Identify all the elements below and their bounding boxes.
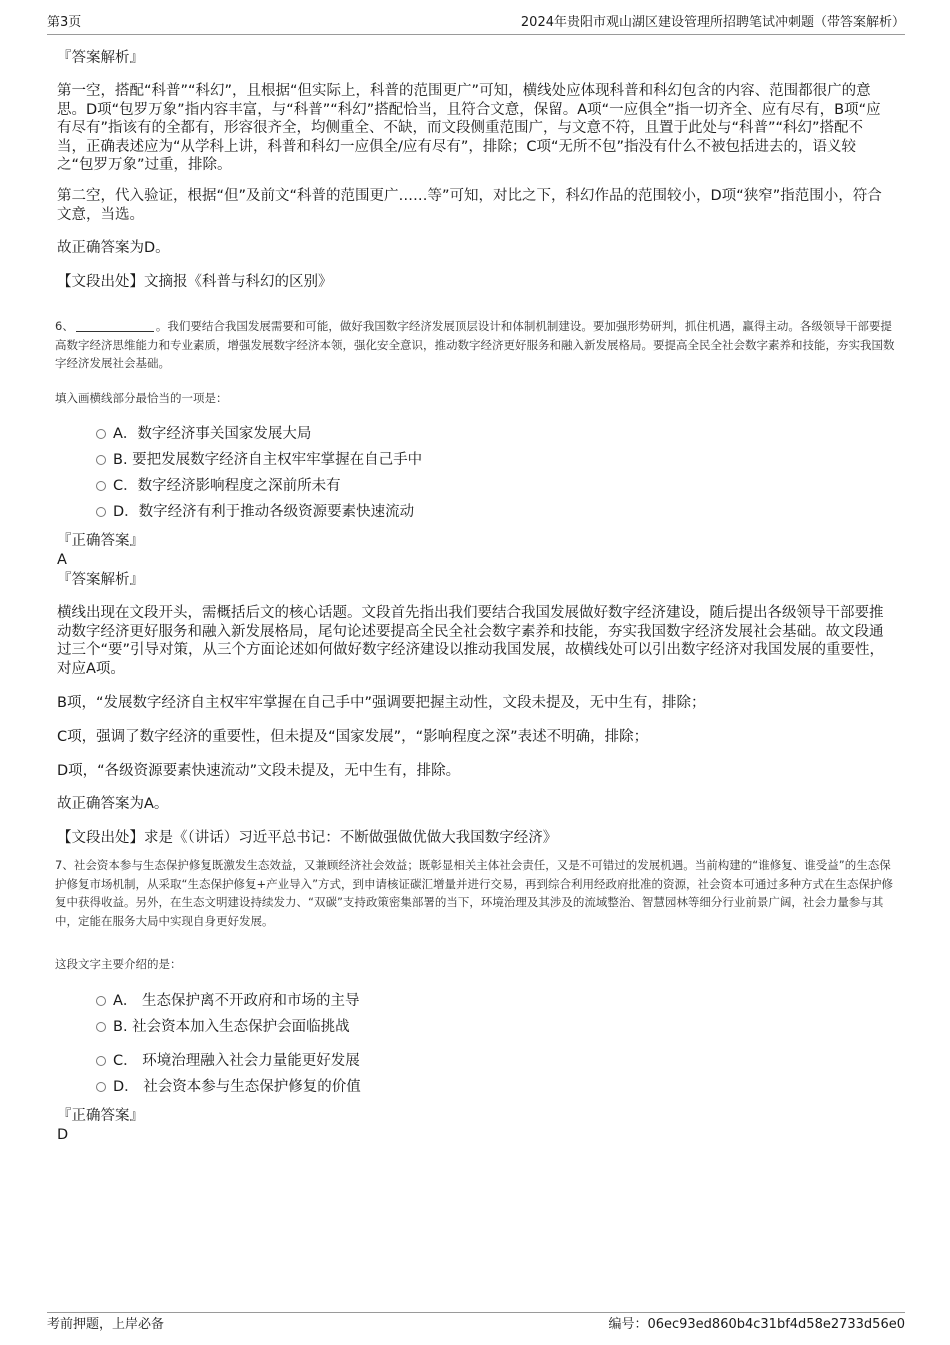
- option-label: C．数字经济影响程度之深前所未有: [113, 478, 341, 494]
- analysis-paragraph: B项，“发展数字经济自主权牢牢掌握在自己手中”强调要把握主动性，文段未提及，无中生有，排除；: [57, 695, 706, 711]
- document-code: [608, 1315, 905, 1335]
- option-c[interactable]: [96, 1051, 360, 1071]
- source-citation: 【文段出处】文摘报《科普与科幻的区别》: [57, 274, 333, 290]
- analysis-paragraph: 第二空，代入验证，根据“但”及前文“科普的范围更广……等”可知，对比之下，科幻作品的范围较小，D项“狭窄”指范围小，符合文意，当选。: [57, 188, 882, 223]
- option-label: B. 社会资本加入生态保护会面临挑战: [113, 1019, 350, 1035]
- option-label: A． 生态保护离不开政府和市场的主导: [113, 993, 360, 1009]
- option-a[interactable]: [96, 424, 311, 444]
- fill-blank: [76, 319, 154, 332]
- source-citation: 【文段出处】求是《（讲话）习近平总书记：不断做强做优做大我国数字经济》: [57, 830, 558, 846]
- question-stem: 7、社会资本参与生态保护修复既激发生态效益，又兼顾经济社会效益；既彰显相关主体社会责任，又是不可错过的发展机遇。当前构建的“谁修复、谁受益”的生态保护修复市场机制，从采取“生态保护修复+产业导入”方式，到申请核证碳汇增量并进行交易，再到综合利用经政府批准的资源，社会资本可通过多种方式在生态保护修复中获得收益。另外，在生态文明建设持续发力、“双碳”支持政策密集部署的当下，环境治理及其涉及的流域整治、智慧园林等细分行业前景广阔，社会力量参与其中，定能在服务大局中实现自身更好发展。: [55, 858, 894, 928]
- question-text: 。我们要结合我国发展需要和可能，做好我国数字经济发展顶层设计和体制机制建设。要加强形势研判，抓住机遇，赢得主动。各级领导干部要提高数字经济思维能力和专业素质，增强发展数字经济本领，强化安全意识，推动数字经济更好服务和融入新发展格局。要提高全民全社会数字素养和技能，夯实我国数字经济发展社会基础。: [55, 319, 895, 370]
- option-a[interactable]: [96, 991, 360, 1011]
- option-c[interactable]: [96, 476, 341, 496]
- analysis-label: 『答案解析』: [57, 50, 144, 66]
- answer-conclusion: 故正确答案为A。: [57, 796, 169, 812]
- correct-answer-label: 『正确答案』: [57, 533, 144, 549]
- radio-icon[interactable]: [96, 507, 106, 517]
- page-footer: [47, 1312, 905, 1335]
- question-prompt: 填入画横线部分最恰当的一项是：: [55, 391, 228, 405]
- option-b[interactable]: [96, 1017, 350, 1037]
- radio-icon[interactable]: [96, 455, 106, 465]
- analysis-label: 『答案解析』: [57, 572, 144, 588]
- analysis-paragraph: D项，“各级资源要素快速流动”文段未提及，无中生有，排除。: [57, 763, 461, 779]
- document-title: 2024年贵阳市观山湖区建设管理所招聘笔试冲刺题（带答案解析）: [520, 15, 905, 30]
- code-label: 编号：: [608, 1317, 648, 1332]
- option-label: D．数字经济有利于推动各级资源要素快速流动: [113, 504, 415, 520]
- radio-icon[interactable]: [96, 1022, 106, 1032]
- radio-icon[interactable]: [96, 481, 106, 491]
- correct-answer: D: [57, 1127, 69, 1143]
- option-label: D． 社会资本参与生态保护修复的价值: [113, 1079, 361, 1095]
- correct-answer-label: 『正确答案』: [57, 1108, 144, 1124]
- question-stem: [55, 317, 900, 373]
- option-label: C． 环境治理融入社会力量能更好发展: [113, 1053, 360, 1069]
- option-label: A．数字经济事关国家发展大局: [113, 426, 312, 442]
- analysis-paragraph: 第一空，搭配“科普”“科幻”，且根据“但实际上，科普的范围更广”可知，横线处应体现科普和科幻包含的内容、范围都很广的意思。D项“包罗万象”指内容丰富，与“科普”“科幻”搭配恰当，且符合文意，保留。A项“一应俱全”指一切齐全、应有尽有，B项“应有尽有”指该有的全都有，形容很齐全，均侧重全、不缺，而文段侧重范围广，与文意不符，且置于此处与“科普”“科幻”搭配不当，正确表述应为“从学科上讲，科普和科幻一应俱全/应有尽有”，排除；C项“无所不包”指没有什么不被包括进去的，语义较之“包罗万象”过重，排除。: [57, 83, 881, 173]
- question-prompt: 这段文字主要介绍的是：: [55, 957, 182, 971]
- option-b[interactable]: [96, 450, 422, 470]
- option-d[interactable]: [96, 502, 414, 522]
- code-value: 06ec93ed860b4c31bf4d58e2733d56e0: [647, 1317, 905, 1332]
- question-number: 6、: [55, 319, 74, 333]
- option-d[interactable]: [96, 1077, 361, 1097]
- analysis-paragraph: C项，强调了数字经济的重要性，但未提及“国家发展”，“影响程度之深”表述不明确，排除；: [57, 729, 649, 745]
- page-number: 第3页: [47, 15, 82, 30]
- option-label: B. 要把发展数字经济自主权牢牢掌握在自己手中: [113, 452, 423, 468]
- radio-icon[interactable]: [96, 1082, 106, 1092]
- radio-icon[interactable]: [96, 1056, 106, 1066]
- analysis-paragraph: 横线出现在文段开头，需概括后文的核心话题。文段首先指出我们要结合我国发展做好数字经济建设，随后提出各级领导干部要推动数字经济更好服务和融入新发展格局，尾句论述要提高全民全社会数字素养和技能，夯实我国数字经济发展社会基础。故文段通过三个“要”引导对策，从三个方面论述如何做好数字经济建设以推动我国发展，故横线处可以引出数字经济对我国发展的重要性，对应A项。: [57, 605, 885, 677]
- footer-slogan: 考前押题，上岸必备: [47, 1317, 165, 1332]
- radio-icon[interactable]: [96, 429, 106, 439]
- page-header: [47, 14, 905, 35]
- correct-answer: A: [57, 552, 67, 568]
- radio-icon[interactable]: [96, 996, 106, 1006]
- answer-conclusion: 故正确答案为D。: [57, 240, 170, 256]
